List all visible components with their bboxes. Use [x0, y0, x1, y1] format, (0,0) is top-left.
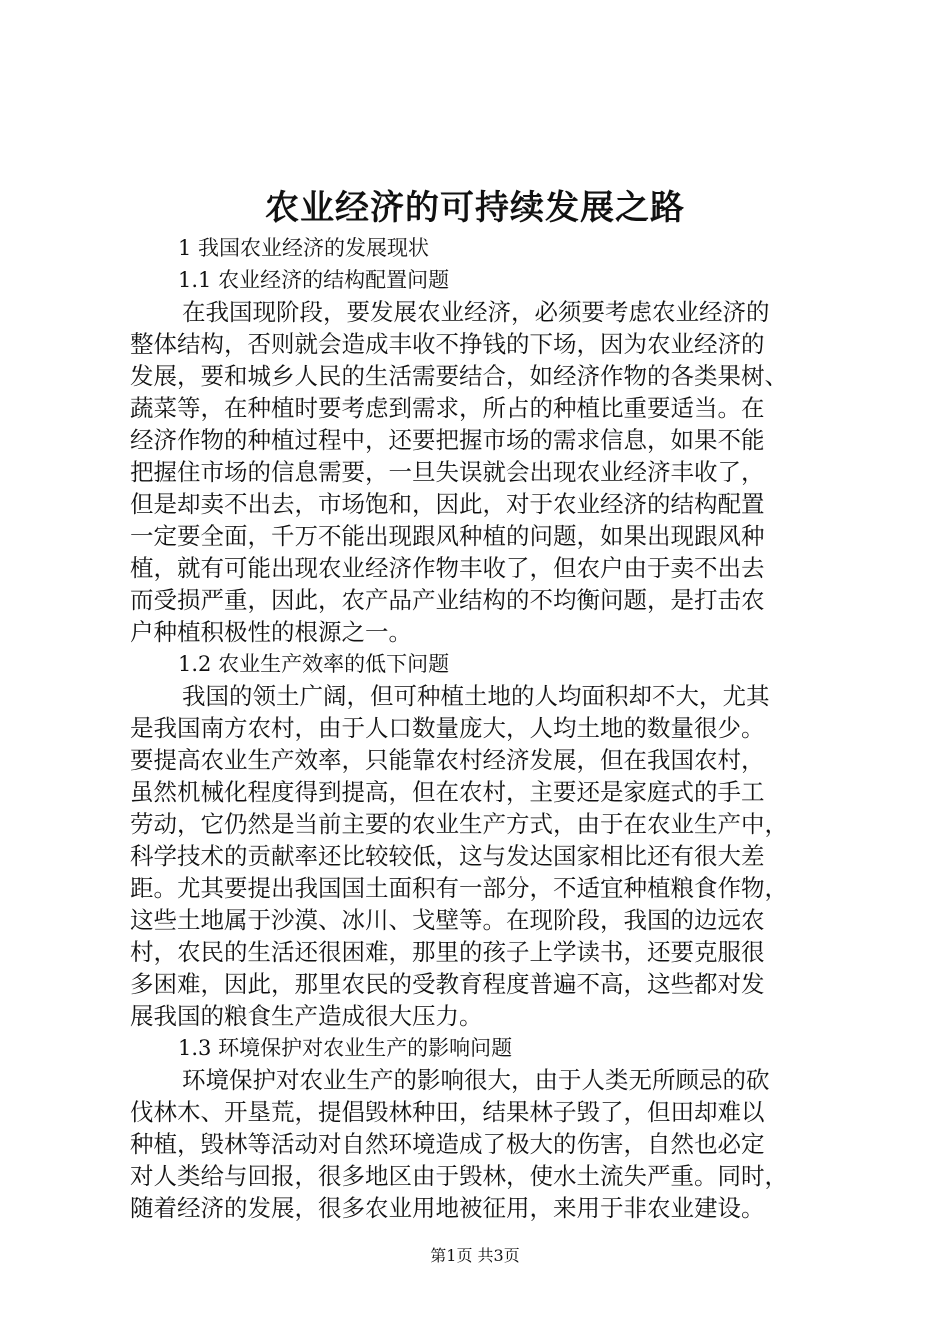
paragraph-line: 伐林木、开垦荒，提倡毁林种田，结果林子毁了，但田却难以: [130, 1098, 765, 1126]
section-heading: 1 我国农业经济的发展现状: [178, 236, 430, 260]
paragraph-line: 而受损严重，因此，农产品产业结构的不均衡问题，是打击农: [130, 586, 765, 614]
paragraph-line: 经济作物的种植过程中，还要把握市场的需求信息，如果不能: [130, 426, 765, 454]
paragraph-line: 在我国现阶段，要发展农业经济，必须要考虑农业经济的: [182, 298, 770, 326]
paragraph-line: 环境保护对农业生产的影响很大，由于人类无所顾忌的砍: [182, 1066, 770, 1094]
paragraph-line: 随着经济的发展，很多农业用地被征用，来用于非农业建设。: [130, 1194, 765, 1222]
paragraph-line: 距。尤其要提出我国国土面积有一部分，不适宜种植粮食作物，: [130, 874, 788, 902]
paragraph-line: 但是却卖不出去，市场饱和，因此，对于农业经济的结构配置: [130, 490, 765, 518]
subsection-heading: 1.1 农业经济的结构配置问题: [178, 268, 450, 292]
paragraph-line: 要提高农业生产效率，只能靠农村经济发展，但在我国农村，: [130, 746, 765, 774]
paragraph-line: 村，农民的生活还很困难，那里的孩子上学读书，还要克服很: [130, 938, 765, 966]
paragraph-line: 劳动，它仍然是当前主要的农业生产方式，由于在农业生产中，: [130, 810, 788, 838]
paragraph-line: 蔬菜等，在种植时要考虑到需求，所占的种植比重要适当。在: [130, 394, 765, 422]
subsection-heading: 1.3 环境保护对农业生产的影响问题: [178, 1036, 513, 1060]
paragraph-line: 这些土地属于沙漠、冰川、戈壁等。在现阶段，我国的边远农: [130, 906, 765, 934]
paragraph-line: 虽然机械化程度得到提高，但在农村，主要还是家庭式的手工: [130, 778, 765, 806]
paragraph-line: 户种植积极性的根源之一。: [130, 618, 412, 646]
paragraph-line: 我国的领土广阔，但可种植土地的人均面积却不大，尤其: [182, 682, 770, 710]
paragraph-line: 多困难，因此，那里农民的受教育程度普遍不高，这些都对发: [130, 970, 765, 998]
paragraph-line: 科学技术的贡献率还比较较低，这与发达国家相比还有很大差: [130, 842, 765, 870]
paragraph-line: 一定要全面，千万不能出现跟风种植的问题，如果出现跟风种: [130, 522, 765, 550]
paragraph-line: 植，就有可能出现农业经济作物丰收了，但农户由于卖不出去: [130, 554, 765, 582]
paragraph-line: 种植，毁林等活动对自然环境造成了极大的伤害，自然也必定: [130, 1130, 765, 1158]
paragraph-line: 把握住市场的信息需要，一旦失误就会出现农业经济丰收了，: [130, 458, 765, 486]
paragraph-line: 对人类给与回报，很多地区由于毁林，使水土流失严重。同时，: [130, 1162, 788, 1190]
paragraph-line: 发展，要和城乡人民的生活需要结合，如经济作物的各类果树、: [130, 362, 788, 390]
paragraph-line: 是我国南方农村，由于人口数量庞大，人均土地的数量很少。: [130, 714, 765, 742]
page-number-footer: 第1页 共3页: [430, 1246, 520, 1265]
paragraph-line: 展我国的粮食生产造成很大压力。: [130, 1002, 483, 1030]
document-title: 农业经济的可持续发展之路: [265, 188, 685, 228]
paragraph-line: 整体结构，否则就会造成丰收不挣钱的下场，因为农业经济的: [130, 330, 765, 358]
subsection-heading: 1.2 农业生产效率的低下问题: [178, 652, 450, 676]
document-body: [130, 232, 830, 1224]
